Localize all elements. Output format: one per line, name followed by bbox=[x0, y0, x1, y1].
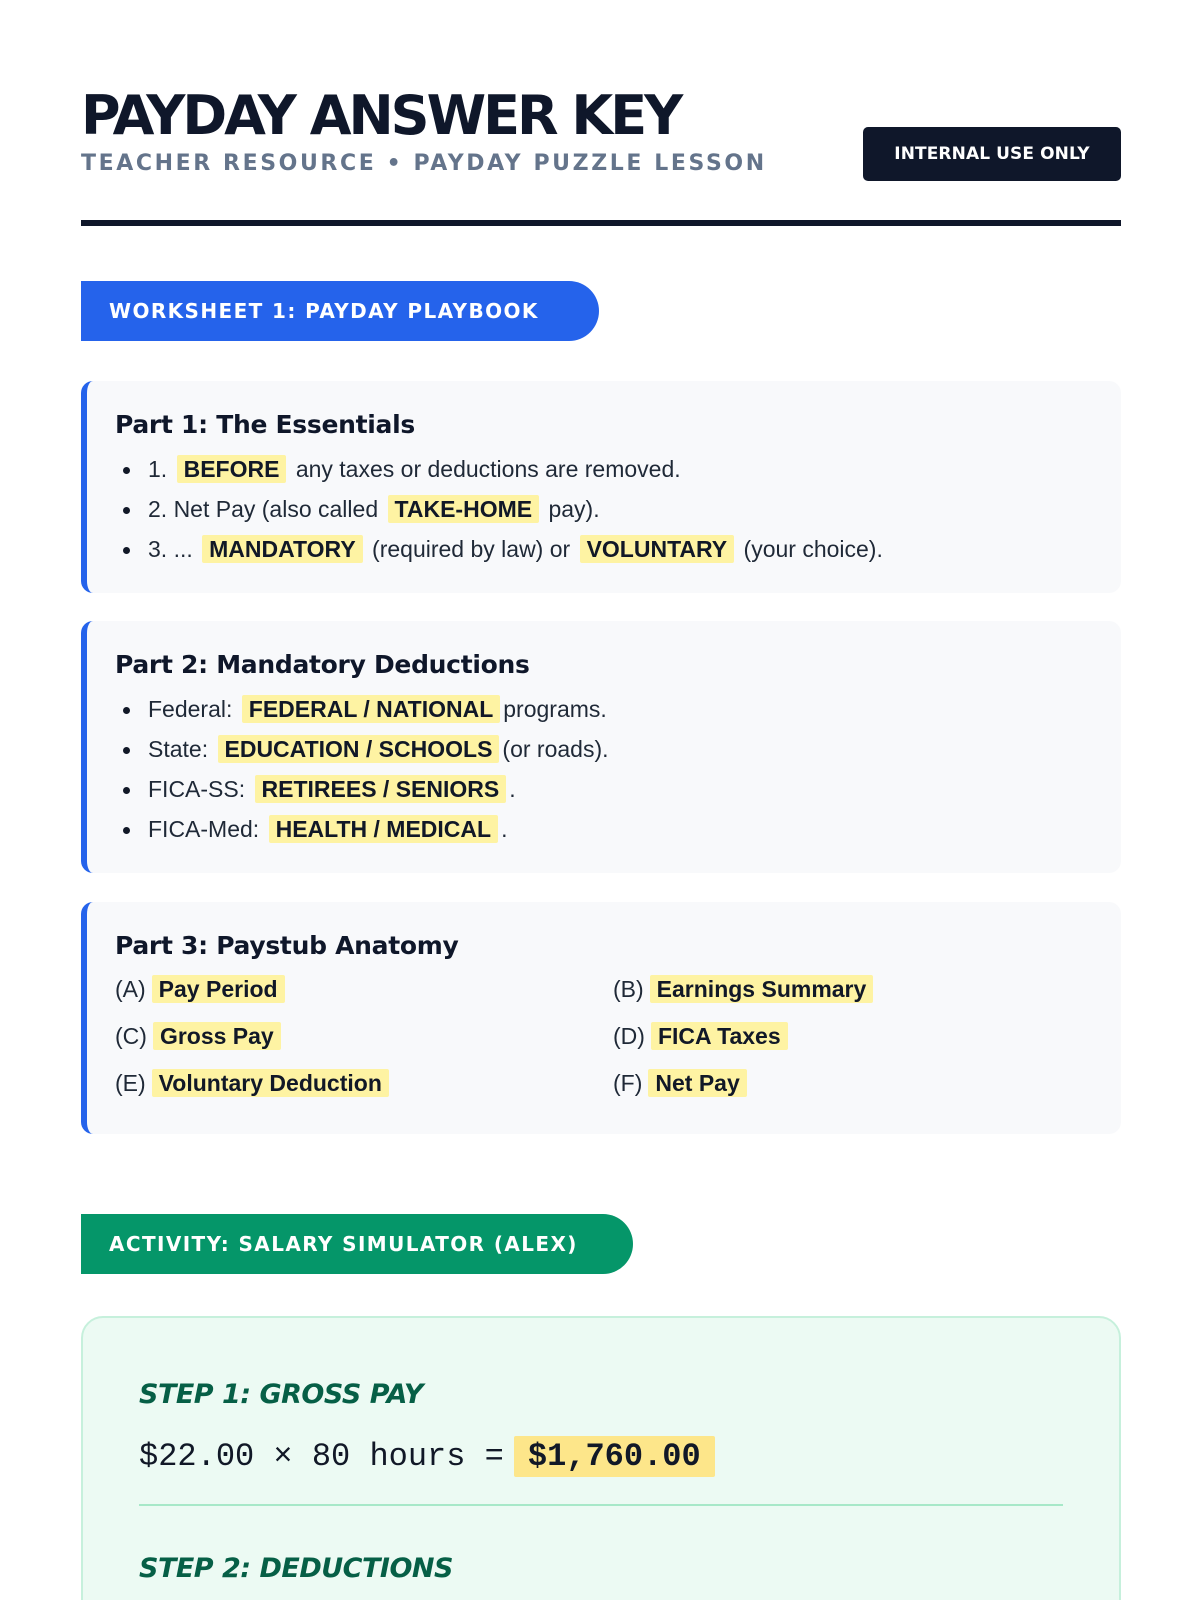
part1-title: Part 1: The Essentials bbox=[115, 410, 415, 439]
list-item bbox=[115, 529, 1089, 569]
anatomy-letter: (A) bbox=[115, 976, 146, 1002]
part1-card bbox=[81, 381, 1121, 593]
gross-pay-result: $1,760.00 bbox=[514, 1436, 715, 1477]
answer-highlight: FICA Taxes bbox=[651, 1022, 788, 1050]
anatomy-letter: (F) bbox=[613, 1070, 643, 1096]
answer-highlight: Earnings Summary bbox=[650, 975, 874, 1003]
anatomy-item bbox=[613, 1064, 1073, 1103]
page-subtitle: TEACHER RESOURCE • PAYDAY PUZZLE LESSON bbox=[81, 151, 767, 176]
part2-card bbox=[81, 621, 1121, 873]
item-label: FICA-Med: bbox=[148, 816, 260, 842]
anatomy-letter: (E) bbox=[115, 1070, 146, 1096]
list-item bbox=[115, 769, 1089, 809]
item-text: pay). bbox=[548, 496, 600, 522]
answer-key-page bbox=[81, 0, 1121, 1584]
item-text: 2. Net Pay (also called bbox=[148, 496, 379, 522]
answer-highlight: TAKE-HOME bbox=[388, 495, 540, 523]
answer-highlight: Pay Period bbox=[152, 975, 285, 1003]
internal-use-badge: INTERNAL USE ONLY bbox=[863, 127, 1121, 181]
anatomy-letter: (C) bbox=[115, 1023, 147, 1049]
item-text: programs. bbox=[503, 696, 607, 722]
paystub-anatomy-grid bbox=[115, 970, 1089, 1103]
answer-highlight: HEALTH / MEDICAL bbox=[269, 815, 499, 843]
activity-section-label: ACTIVITY: SALARY SIMULATOR (ALEX) bbox=[81, 1214, 633, 1274]
anatomy-letter: (D) bbox=[613, 1023, 645, 1049]
item-text: (your choice). bbox=[743, 536, 883, 562]
answer-highlight: Voluntary Deduction bbox=[152, 1069, 389, 1097]
worksheet-section-label: WORKSHEET 1: PAYDAY PLAYBOOK bbox=[81, 281, 599, 341]
answer-highlight: FEDERAL / NATIONAL bbox=[242, 695, 500, 723]
answer-highlight: Gross Pay bbox=[153, 1022, 281, 1050]
answer-highlight: EDUCATION / SCHOOLS bbox=[218, 735, 500, 763]
salary-simulator-card bbox=[81, 1316, 1121, 1600]
gross-pay-calculation bbox=[139, 1436, 715, 1478]
anatomy-item bbox=[613, 970, 1073, 1009]
list-item bbox=[115, 809, 1089, 849]
answer-highlight: Net Pay bbox=[648, 1069, 746, 1097]
item-text: (required by law) or bbox=[372, 536, 571, 562]
answer-highlight: MANDATORY bbox=[202, 535, 363, 563]
part3-card bbox=[81, 902, 1121, 1134]
step-divider bbox=[139, 1504, 1063, 1506]
anatomy-item bbox=[613, 1017, 1073, 1056]
item-label: Federal: bbox=[148, 696, 233, 722]
gross-pay-formula: $22.00 × 80 hours = bbox=[139, 1438, 504, 1475]
item-text: any taxes or deductions are removed. bbox=[295, 456, 681, 482]
header-divider bbox=[81, 220, 1121, 226]
list-item bbox=[115, 729, 1089, 769]
step1-title: STEP 1: GROSS PAY bbox=[139, 1379, 423, 1410]
step2-title: STEP 2: DEDUCTIONS bbox=[139, 1553, 453, 1584]
item-text: 3. ... bbox=[148, 536, 193, 562]
item-text: . bbox=[509, 776, 516, 802]
answer-highlight: RETIREES / SENIORS bbox=[255, 775, 507, 803]
anatomy-item bbox=[115, 970, 613, 1009]
item-label: State: bbox=[148, 736, 209, 762]
item-text: 1. bbox=[148, 456, 168, 482]
part2-title: Part 2: Mandatory Deductions bbox=[115, 650, 530, 679]
part2-list bbox=[115, 689, 1089, 849]
item-text: . bbox=[501, 816, 508, 842]
part1-list bbox=[115, 449, 1089, 569]
answer-highlight: BEFORE bbox=[177, 455, 287, 483]
page-header bbox=[81, 0, 1121, 226]
anatomy-letter: (B) bbox=[613, 976, 644, 1002]
list-item bbox=[115, 489, 1089, 529]
item-label: FICA-SS: bbox=[148, 776, 246, 802]
anatomy-item bbox=[115, 1017, 613, 1056]
part3-title: Part 3: Paystub Anatomy bbox=[115, 931, 459, 960]
list-item bbox=[115, 449, 1089, 489]
page-title: PAYDAY ANSWER KEY bbox=[81, 84, 681, 147]
item-text: (or roads). bbox=[502, 736, 609, 762]
list-item bbox=[115, 689, 1089, 729]
answer-highlight: VOLUNTARY bbox=[580, 535, 735, 563]
anatomy-item bbox=[115, 1064, 613, 1103]
